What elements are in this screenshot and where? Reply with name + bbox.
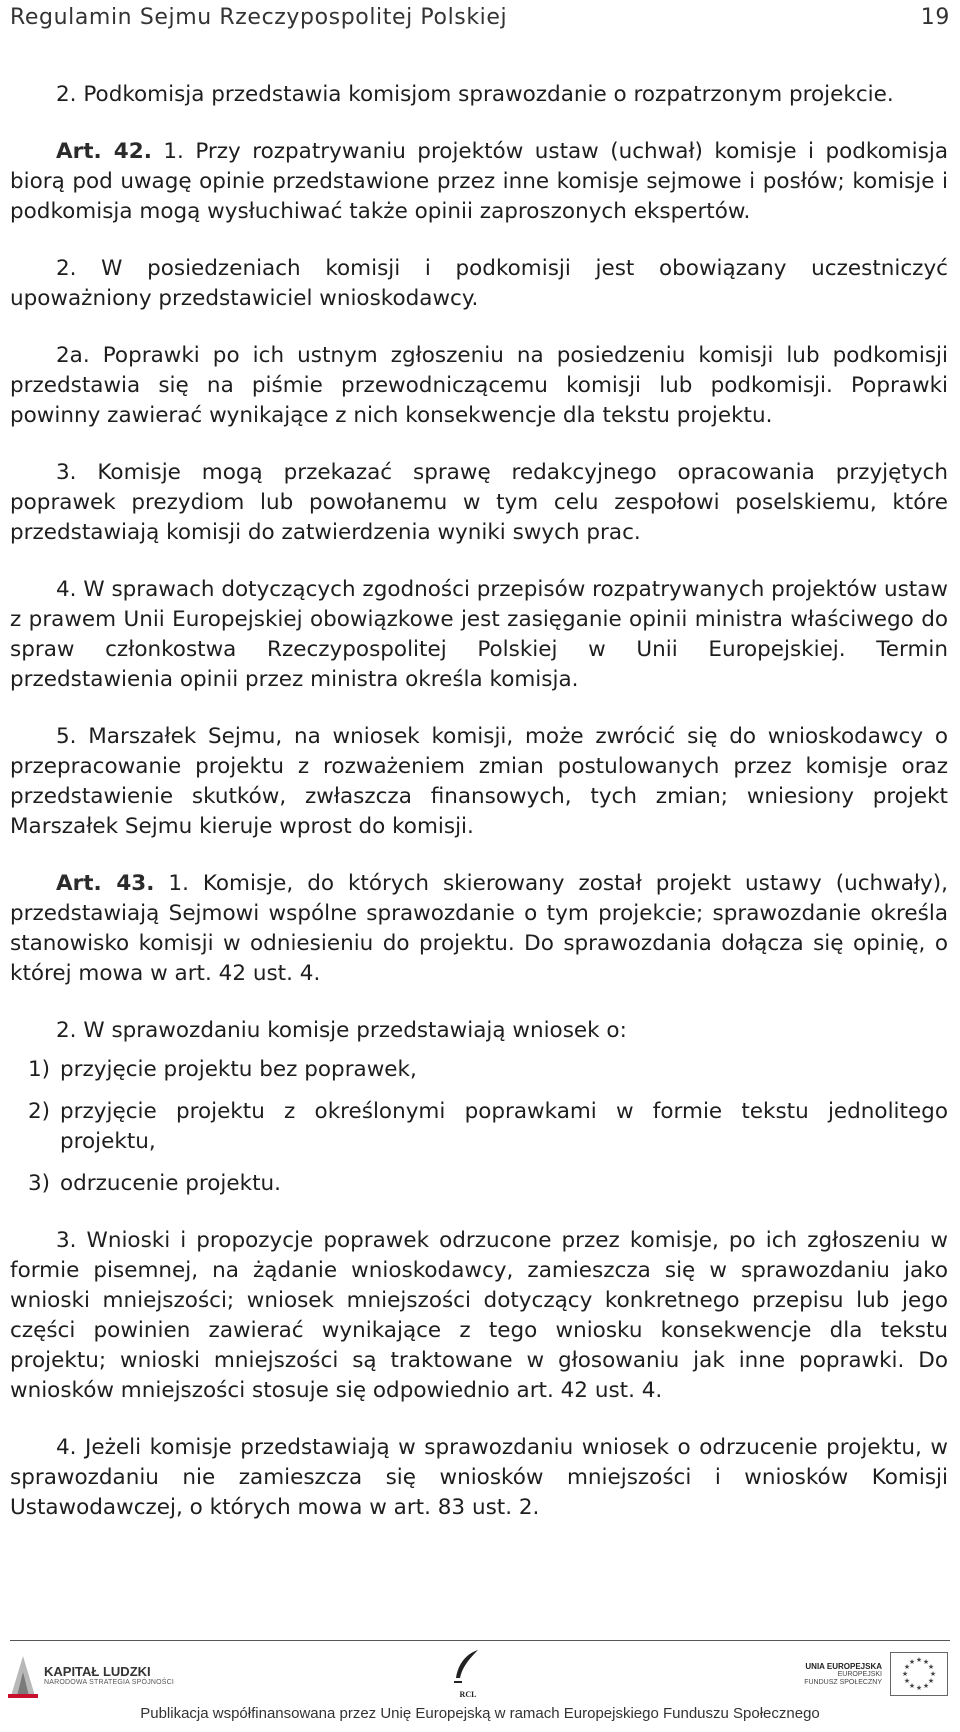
document-title: Regulamin Sejmu Rzeczypospolitej Polskiej bbox=[10, 4, 508, 30]
list-item-text: przyjęcie projektu bez poprawek, bbox=[60, 1057, 417, 1082]
svg-text:★: ★ bbox=[903, 1663, 911, 1671]
list-item bbox=[10, 1169, 948, 1199]
art42-ust1 bbox=[10, 137, 948, 227]
footer-note: Publikacja współfinansowana przez Unię Europejską w ramach Europejskiego Funduszu Społecznego bbox=[140, 1705, 820, 1722]
list-item-number: 1) bbox=[28, 1057, 51, 1082]
eu-subtitle-2: FUNDUSZ SPOŁECZNY bbox=[804, 1678, 882, 1686]
svg-text:★: ★ bbox=[922, 1682, 930, 1690]
footer-divider bbox=[10, 1640, 950, 1641]
art42-ust1-text: 1. Przy rozpatrywaniu projektów ustaw (uchwał) komisje i podkomisja biorą pod uwagę opinie przedstawione przez inne komisje sejmowe i posłów; komisje i podkomisja mogą wysłuchiwać także opinii zaproszonych ekspertów. bbox=[10, 139, 948, 224]
list-item-number: 2) bbox=[28, 1099, 51, 1124]
art43-ust2: 2. W sprawozdaniu komisje przedstawiają wniosek o: bbox=[56, 1018, 627, 1043]
svg-text:★: ★ bbox=[915, 1684, 923, 1692]
footer-logos bbox=[0, 1646, 960, 1704]
svg-text:★: ★ bbox=[922, 1658, 930, 1666]
eu-fund-logo bbox=[804, 1652, 948, 1696]
kapital-ludzki-logo bbox=[8, 1652, 174, 1698]
svg-text:★: ★ bbox=[908, 1658, 916, 1666]
list-item-number: 3) bbox=[28, 1171, 51, 1196]
art42-ust4: 4. W sprawach dotyczących zgodności przepisów rozpatrywanych projektów ustaw z prawem Unii Europejskiej obowiązkowe jest zasięganie opinii ministra właściwego do spraw członkostwa Rzeczypospolitej Polskiej w Unii Europejskiej. Termin przedstawienia opinii przez ministra określa komisja. bbox=[10, 577, 948, 692]
svg-text:★: ★ bbox=[927, 1677, 935, 1685]
motion-list bbox=[10, 1055, 948, 1199]
svg-text:★: ★ bbox=[908, 1682, 916, 1690]
svg-text:★: ★ bbox=[915, 1656, 923, 1664]
eu-subtitle-1: EUROPEJSKI bbox=[837, 1670, 882, 1678]
art42-ust2a: 2a. Poprawki po ich ustnym zgłoszeniu na posiedzeniu komisji lub podkomisji przedstawia się na piśmie przewodniczącemu komisji lub podkomisji. Poprawki powinny zawierać wynikające z nich konsekwencje dla tekstu projektu. bbox=[10, 343, 948, 428]
list-item-text: odrzucenie projektu. bbox=[60, 1171, 281, 1196]
svg-text:★: ★ bbox=[929, 1670, 937, 1678]
kapital-ludzki-icon bbox=[8, 1652, 38, 1698]
art43-ust3: 3. Wnioski i propozycje poprawek odrzucone przez komisje, po ich zgłoszeniu w formie pisemnej, na żądanie wnioskodawcy, zamieszcza się w sprawozdaniu jako wnioski mniejszości; wniosek mniejszości dotyczący konkretnego przepisu lub jego części powinien zawierać wynikające z tego wniosku konsekwencje dla tekstu projektu; wnioski mniejszości są traktowane w głosowaniu jak inne poprawki. Do wniosków mniejszości stosuje się odpowiednio art. 42 ust. 4. bbox=[10, 1228, 948, 1403]
article-label: Art. 42. bbox=[56, 139, 152, 164]
art42-ust3: 3. Komisje mogą przekazać sprawę redakcyjnego opracowania przyjętych poprawek prezydiom lub powołanemu w tym celu zespołowi poselskiemu, które przedstawiają komisji do zatwierdzenia wyniki swych prac. bbox=[10, 460, 948, 545]
list-item bbox=[10, 1097, 948, 1157]
svg-text:★: ★ bbox=[901, 1670, 909, 1678]
eu-flag-icon bbox=[890, 1652, 948, 1696]
paragraph-podkomisja: 2. Podkomisja przedstawia komisjom sprawozdanie o rozpatrzonym projekcie. bbox=[56, 82, 894, 107]
eu-title: UNIA EUROPEJSKA bbox=[805, 1661, 882, 1671]
art42-ust2: 2. W posiedzeniach komisji i podkomisji jest obowiązany uczestniczyć upoważniony przedstawiciel wnioskodawcy. bbox=[10, 256, 948, 311]
kapital-ludzki-title: KAPITAŁ LUDZKI bbox=[44, 1664, 151, 1679]
list-item bbox=[10, 1055, 948, 1085]
rcl-label: RCL bbox=[459, 1690, 477, 1699]
art43-ust4: 4. Jeżeli komisje przedstawiają w sprawozdaniu wniosek o odrzucenie projektu, w sprawozdaniu nie zamieszcza się wniosków mniejszości i wniosków Komisji Ustawodawczej, o których mowa w art. 83 ust. 2. bbox=[10, 1435, 948, 1520]
art43-ust1 bbox=[10, 869, 948, 989]
document-body bbox=[10, 80, 948, 1550]
list-item-text: przyjęcie projektu z określonymi poprawkami w formie tekstu jednolitego projektu, bbox=[60, 1099, 948, 1154]
page-header bbox=[10, 2, 950, 32]
art42-ust5: 5. Marszałek Sejmu, na wniosek komisji, może zwrócić się do wnioskodawcy o przepracowanie projektu z rozważeniem zmian postulowanych przez komisje oraz przedstawienie skutków, zwłaszcza finansowych, tych zmian; wniesiony projekt Marszałek Sejmu kieruje wprost do komisji. bbox=[10, 724, 948, 839]
article-label: Art. 43. bbox=[56, 871, 155, 896]
page-number: 19 bbox=[920, 4, 950, 30]
kl-accent bbox=[8, 1694, 38, 1698]
svg-text:★: ★ bbox=[903, 1677, 911, 1685]
svg-text:★: ★ bbox=[927, 1663, 935, 1671]
art43-ust1-text: 1. Komisje, do których skierowany został projekt ustawy (uchwały), przedstawiają Sejmowi wspólne sprawozdanie o tym projekcie; sprawozdanie określa stanowisko komisji w odniesieniu do projektu. Do sprawozdania dołącza się opinię, o której mowa w art. 42 ust. 4. bbox=[10, 871, 948, 986]
kapital-ludzki-subtitle: NARODOWA STRATEGIA SPÓJNOŚCI bbox=[44, 1679, 175, 1686]
quill-icon bbox=[448, 1648, 488, 1686]
rcl-logo bbox=[443, 1648, 493, 1699]
